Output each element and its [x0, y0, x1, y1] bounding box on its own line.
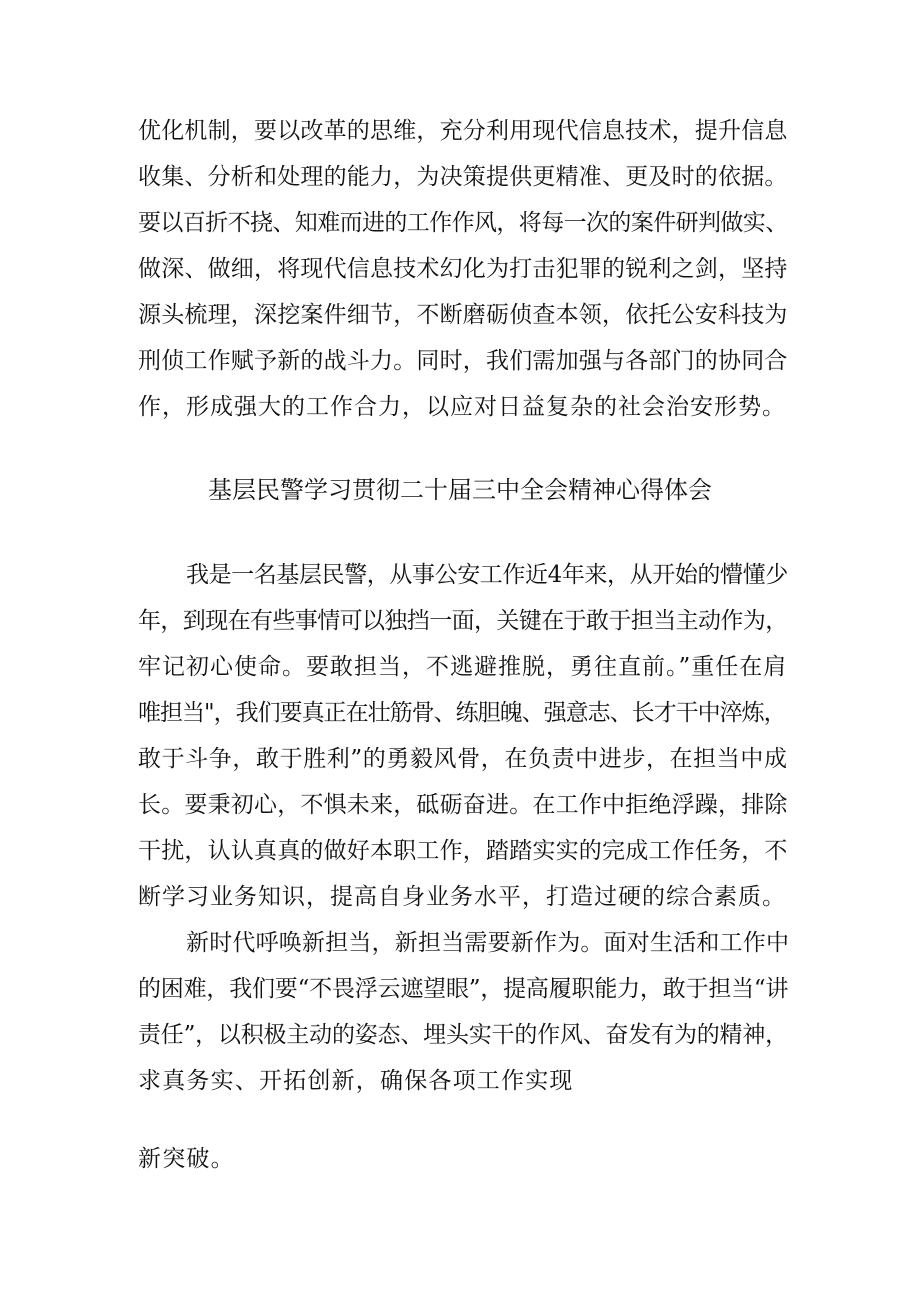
paragraph-line: 牢记初心使命。要敢担当，不逃避推脱，勇往直前。”重任在肩	[138, 654, 788, 680]
paragraph-line: 干扰，认认真真的做好本职工作，踏踏实实的完成工作任务，不	[138, 838, 788, 864]
paragraph-line: 我是一名基层民警，从事公安工作近4年来，从开始的懵懂少	[186, 562, 788, 588]
paragraph-line: 新突破。	[138, 1146, 235, 1172]
paragraph-line: 要以百折不挠、知难而进的工作作风，将每一次的案件研判做实、	[138, 210, 788, 236]
section-title: 基层民警学习贯彻二十届三中全会精神心得体会	[208, 476, 712, 504]
paragraph-line: 做深、做细，将现代信息技术幻化为打击犯罪的锐利之剑，坚持	[138, 256, 788, 282]
paragraph-line: 刑侦工作赋予新的战斗力。同时，我们需加强与各部门的协同合	[138, 348, 788, 374]
paragraph-line: 作，形成强大的工作合力，以应对日益复杂的社会治安形势。	[138, 394, 786, 420]
paragraph-line: 收集、分析和处理的能力，为决策提供更精准、更及时的依据。	[138, 164, 788, 190]
paragraph-line: 的困难，我们要“不畏浮云遮望眼”，提高履职能力，敢于担当“讲	[138, 976, 789, 1002]
paragraph-line: 求真务实、开拓创新，确保各项工作实现	[138, 1068, 574, 1094]
paragraph-line: 敢于斗争，敢于胜利”的勇毅风骨，在负责中进步，在担当中成	[138, 746, 788, 772]
paragraph-line: 断学习业务知识，提高自身业务水平，打造过硬的综合素质。	[138, 884, 786, 910]
paragraph-line: 新时代呼唤新担当，新担当需要新作为。面对生活和工作中	[186, 930, 790, 956]
paragraph-line: 责任”，以积极主动的姿态、埋头实干的作风、奋发有为的精神，	[138, 1022, 788, 1048]
paragraph-line: 优化机制，要以改革的思维，充分利用现代信息技术，提升信息	[138, 118, 788, 144]
paragraph-line: 年，到现在有些事情可以独挡一面，关键在于敢于担当主动作为，	[138, 608, 788, 634]
paragraph-line: 源头梳理，深挖案件细节，不断磨砺侦查本领，依托公安科技为	[138, 302, 788, 328]
paragraph-line: 长。要秉初心，不惧未来，砥砺奋进。在工作中拒绝浮躁，排除	[138, 792, 788, 818]
paragraph-line: 唯担当"，我们要真正在壮筋骨、练胆魄、强意志、长才干中淬炼，	[138, 700, 786, 726]
